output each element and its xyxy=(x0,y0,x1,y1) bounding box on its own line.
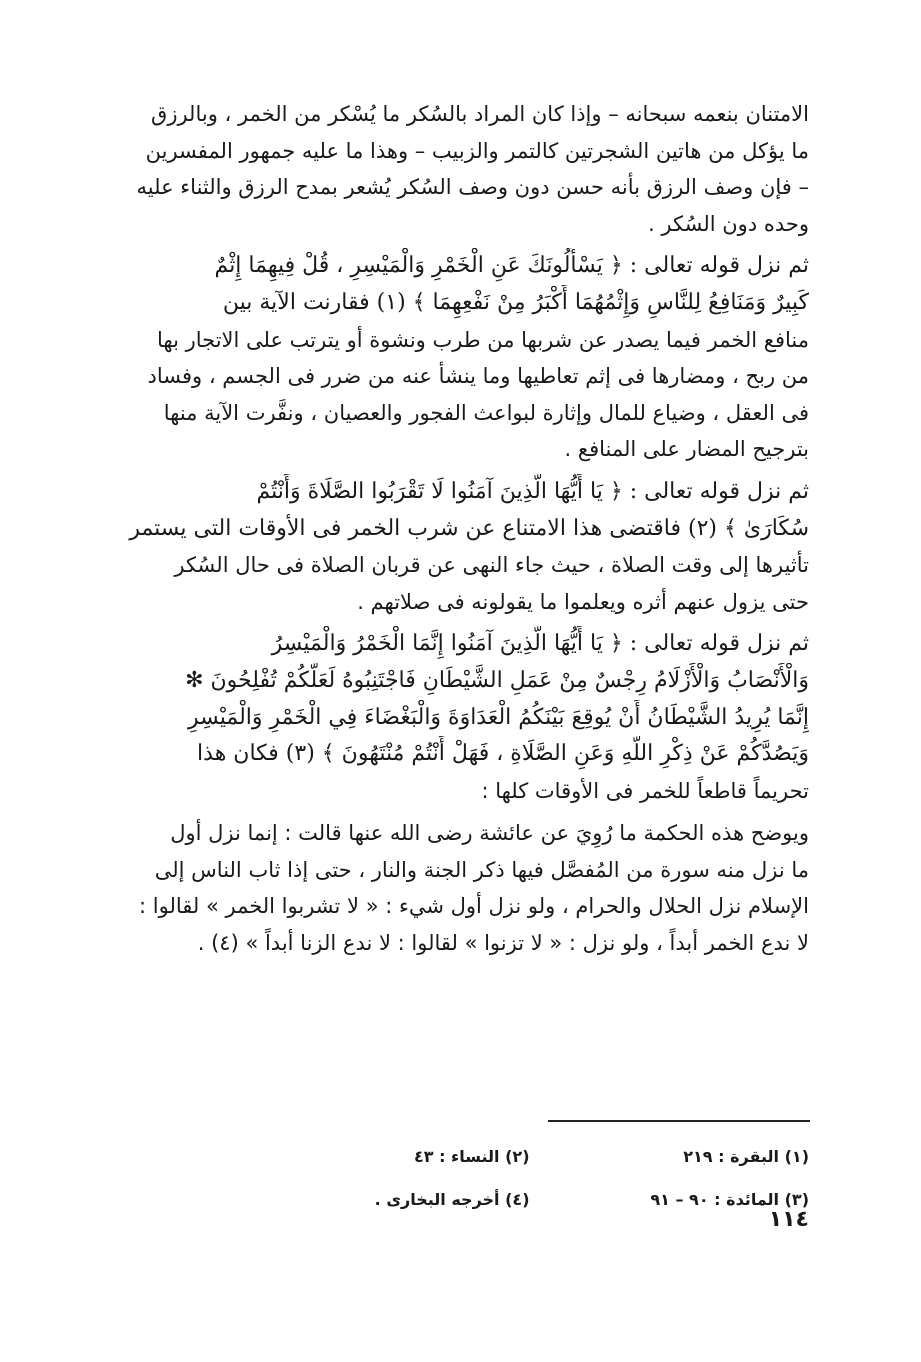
text-line: – فإن وصف الرزق بأنه حسن دون وصف السُكر يُشعر بمدح الرزق والثناء عليه xyxy=(136,175,809,200)
footnote-1: (١) البقرة : ٢١٩ xyxy=(683,1147,809,1166)
footnote-row xyxy=(250,1178,809,1221)
text-line: تحريماً قاطعاً للخمر فى الأوقات كلها : xyxy=(481,778,809,803)
verse-line: سُكَارَىٰ ﴾ (٢) فاقتضى هذا الامتناع عن شرب الخمر فى الأوقات التى يستمر xyxy=(129,515,809,541)
verse-line: وَالْأَنْصَابُ وَالْأَزْلَامُ رِجْسٌ مِنْ عَمَلِ الشَّيْطَانِ فَاجْتَنِبُوهُ لَعَلَّكُمْ تُفْلِحُونَ ✻ xyxy=(185,667,809,693)
text-line: حتى يزول عنهم أثره ويعلموا ما يقولونه فى صلاتهم . xyxy=(357,589,809,614)
footnote-4: (٤) أخرجه البخارى . xyxy=(374,1190,530,1209)
text-line: الإسلام نزل الحلال والحرام ، ولو نزل أول شيء : « لا تشربوا الخمر » لقالوا : xyxy=(139,894,809,919)
footnotes xyxy=(250,1135,809,1221)
main-text-block xyxy=(62,96,809,962)
footnote-row xyxy=(250,1135,809,1178)
text-line: الامتنان بنعمه سبحانه – وإذا كان المراد بالسُكر ما يُسْكر من الخمر ، وبالرزق xyxy=(151,102,809,126)
text-line: بترجيح المضار على المنافع . xyxy=(564,437,809,462)
text-line: فى العقل ، وضياع للمال وإثارة لبواعث الفجور والعصيان ، ونفَّرت الآية منها xyxy=(163,400,809,425)
verse-line: وَيَصُدَّكُمْ عَنْ ذِكْرِ اللَّهِ وَعَنِ الصَّلَاةِ ، فَهَلْ أَنْتُمْ مُنْتَهُونَ ﴾ (٣) فكان هذا xyxy=(197,741,809,767)
footnote-2: (٢) النساء : ٤٣ xyxy=(413,1147,530,1166)
verse-line: كَبِيرٌ وَمَنَافِعُ لِلنَّاسِ وَإِثْمُهُمَا أَكْبَرُ مِنْ نَفْعِهِمَا ﴾ (١) فقارنت الآية بين xyxy=(222,289,809,315)
page-number: ١١٤ xyxy=(768,1207,809,1232)
footnote-separator xyxy=(548,1120,810,1122)
verse-line: ثم نزل قوله تعالى : ﴿ يَا أَيُّهَا الَّذِينَ آمَنُوا لَا تَقْرَبُوا الصَّلَاةَ وَأَنْتُمْ xyxy=(256,478,809,504)
text-line: من ربح ، ومضارها فى إثم تعاطيها وما ينشأ عنه من ضرر فى الجسم ، وفساد xyxy=(147,364,809,389)
text-line: ويوضح هذه الحكمة ما رُوِيَ عن عائشة رضى الله عنها قالت : إنما نزل أول xyxy=(170,821,809,846)
verse-line: ثم نزل قوله تعالى : ﴿ يَسْأَلُونَكَ عَنِ الْخَمْرِ وَالْمَيْسِرِ ، قُلْ فِيهِمَا إِثْمٌ xyxy=(214,253,809,279)
verse-line: ثم نزل قوله تعالى : ﴿ يَا أَيُّهَا الَّذِينَ آمَنُوا إِنَّمَا الْخَمْرُ وَالْمَيْسِرُ xyxy=(271,631,809,657)
text-line: لا ندع الخمر أبداً ، ولو نزل : « لا تزنوا » لقالوا : لا ندع الزنا أبداً » (٤) . xyxy=(197,931,809,956)
footnote-3: (٣) المائدة : ٩٠ – ٩١ xyxy=(650,1190,809,1209)
text-line: منافع الخمر فيما يصدر عن شربها من طرب ونشوة أو يترتب على الاتجار بها xyxy=(157,327,809,352)
text-line: ما يؤكل من هاتين الشجرتين كالتمر والزبيب – وهذا ما عليه جمهور المفسرين xyxy=(145,138,809,163)
text-line: ما نزل منه سورة من المُفصَّل فيها ذكر الجنة والنار ، حتى إذا ثاب الناس إلى xyxy=(154,857,809,882)
verse-line: إِنَّمَا يُرِيدُ الشَّيْطَانُ أَنْ يُوقِعَ بَيْنَكُمُ الْعَدَاوَةَ وَالْبَغْضَاءَ فِي الْخَمْرِ وَالْمَيْسِرِ xyxy=(187,704,809,730)
text-line: تأثيرها إلى وقت الصلاة ، حيث جاء النهى عن قربان الصلاة فى حال السُكر xyxy=(174,553,809,578)
text-line: وحده دون السُكر . xyxy=(648,211,809,236)
